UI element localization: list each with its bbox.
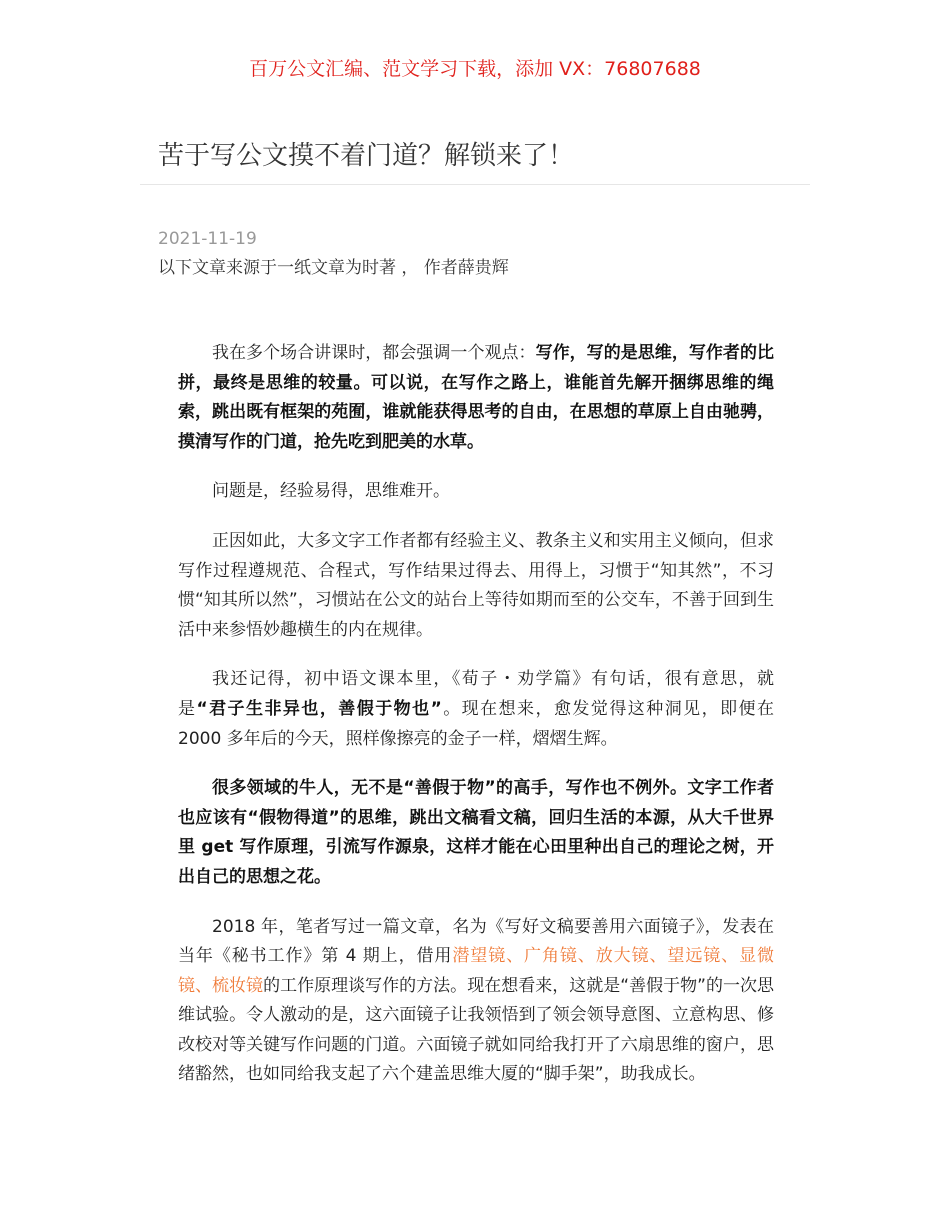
publish-date: 2021-11-19 <box>158 229 257 249</box>
paragraph-4-tail: 。现在想来，愈发觉得这种洞见，即便在 2000 多年后的今天，照样像擦亮的金子一样，熠熠生辉。 <box>178 698 775 749</box>
paragraph-6-mirrors-highlight: 潜望镜、广角镜、放大镜、望远镜、显微镜、梳妆镜 <box>178 946 775 996</box>
paragraph-2: 问题是，经验易得，思维难开。 <box>212 481 450 502</box>
paragraph-6 <box>178 913 774 1091</box>
promo-banner: 百万公文汇编、范文学习下载，添加 VX：76807688 <box>249 58 701 80</box>
paragraph-4-quote: “君子生非异也，善假于物也” <box>196 698 442 719</box>
paragraph-1-bold: 写作，写的是思维，写作者的比拼，最终是思维的较量。可以说，在写作之路上，谁能首先解开捆绑思维的绳索，跳出既有框架的苑囿，谁就能获得思考的自由，在思想的草原上自由驰骋，摸清写作的门道，抢先吃到肥美的水草。 <box>178 343 774 452</box>
paragraph-6-lead: 2018 年，笔者写过一篇文章，名为《写好文稿要善用六面镜子》，发表在当年《秘书工作》第 4 期上，借用 <box>178 916 774 967</box>
paragraph-5-bold: 很多领域的牛人，无不是“善假于物”的高手，写作也不例外。文字工作者也应该有“假物得道”的思维，跳出文稿看文稿，回归生活的本源，从大千世界里 get 写作原理，引流写作源泉，这样才能在心田里种出自己的理论之树，开出自己的思想之花。 <box>178 778 774 887</box>
paragraph-4-lead: 我还记得，初中语文课本里，《荀子・劝学篇》有句话，很有意思，就是 <box>178 669 774 719</box>
paragraph-3: 正因如此，大多文字工作者都有经验主义、教条主义和实用主义倾向，但求写作过程遵规范、合程式，写作结果过得去、用得上，习惯于“知其然”，不习惯“知其所以然”，习惯站在公文的站台上等待如期而至的公交车，不善于回到生活中来参悟妙趣横生的内在规律。 <box>178 530 774 640</box>
paragraph-1 <box>178 339 774 457</box>
title-divider <box>140 184 810 185</box>
article-title: 苦于写公文摸不着门道？解锁来了！ <box>158 141 575 171</box>
paragraph-4 <box>178 665 774 754</box>
paragraph-6-tail: 的工作原理谈写作的方法。现在想看来，这就是“善假于物”的一次思维试验。令人激动的是，这六面镜子让我领悟到了领会领导意图、立意构思、修改校对等关键写作问题的门道。六面镜子就如同给我打开了六扇思维的窗户，思绪豁然，也如同给我支起了六个建盖思维大厦的“脚手架”，助我成长。 <box>178 975 774 1085</box>
article-body <box>178 339 774 1110</box>
paragraph-1-lead: 我在多个场合讲课时，都会强调一个观点： <box>212 343 536 363</box>
article-source: 以下文章来源于一纸文章为时著 ， 作者薛贵辉 <box>158 258 509 278</box>
paragraph-5 <box>178 774 774 892</box>
